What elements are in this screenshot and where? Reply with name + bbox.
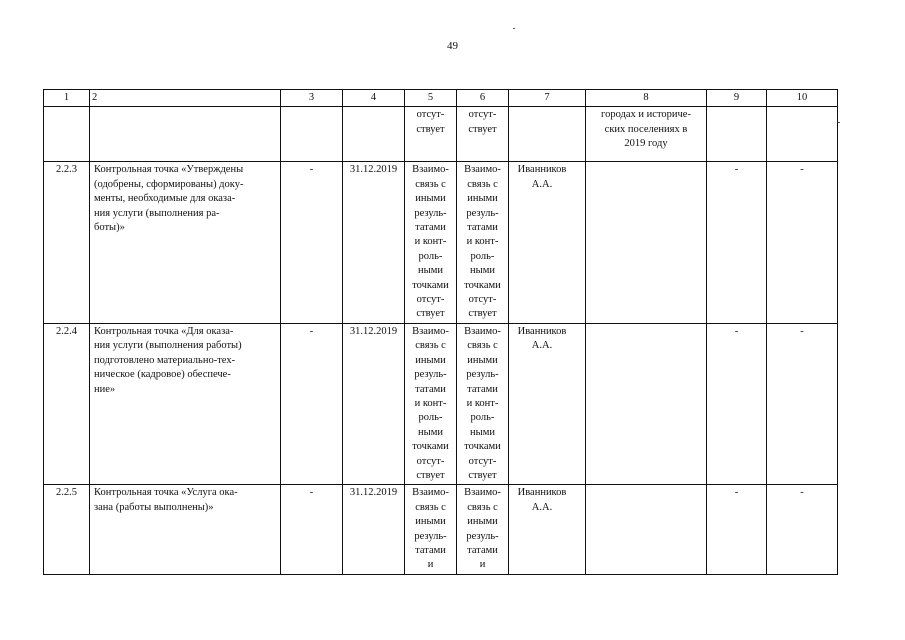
header-cell: 4 xyxy=(343,90,405,107)
cell-line: ными xyxy=(470,426,495,438)
result-cell xyxy=(586,323,707,484)
table-row xyxy=(44,162,838,323)
cell-line: Контрольная точка «Услуга ока- xyxy=(94,487,238,499)
cell-line: связь с xyxy=(467,178,498,190)
result-cell xyxy=(586,485,707,574)
dash-cell: - xyxy=(707,323,767,484)
dash-cell: - xyxy=(281,162,343,323)
date-cell: 31.12.2019 xyxy=(343,485,405,574)
relation-cell xyxy=(457,485,509,574)
cell-line: иными xyxy=(467,516,498,528)
relation-cell xyxy=(457,162,509,323)
num-cell: 2.2.5 xyxy=(44,485,90,574)
cell-line: резуль- xyxy=(414,530,447,542)
cell-line: связь с xyxy=(467,501,498,513)
cell-line: ских поселениях в xyxy=(604,123,688,135)
date-cell: 31.12.2019 xyxy=(343,323,405,484)
table-row xyxy=(44,323,838,484)
header-cell: 9 xyxy=(707,90,767,107)
cell-line: ными xyxy=(418,265,443,277)
relation-cell xyxy=(405,162,457,323)
cell-line: ствует xyxy=(416,123,445,135)
dash-cell: - xyxy=(767,485,838,574)
responsible-cell xyxy=(509,107,586,162)
cell-line: отсут- xyxy=(468,109,497,121)
cell-line: связь с xyxy=(415,501,446,513)
result-cell xyxy=(586,107,707,162)
cell-line: ствует xyxy=(416,308,445,320)
header-cell: 3 xyxy=(281,90,343,107)
relation-cell xyxy=(405,323,457,484)
cell-line: и xyxy=(479,559,486,571)
cell-line: и конт- xyxy=(414,397,447,409)
cell-line: ными xyxy=(470,265,495,277)
relation-cell xyxy=(457,323,509,484)
desc-cell xyxy=(90,162,281,323)
cell-line: роль- xyxy=(470,250,495,262)
header-cell: 2 xyxy=(90,90,281,107)
cell-line: татами xyxy=(415,383,446,395)
cell-line: иными xyxy=(467,354,498,366)
header-cell: 8 xyxy=(586,90,707,107)
cell-line: Иванников xyxy=(517,164,567,176)
cell-line: точками xyxy=(464,279,501,291)
cell-line: 2019 году xyxy=(624,138,668,150)
cell-line: ния услуги (выполнения ра- xyxy=(94,207,220,219)
cell xyxy=(281,107,343,162)
relation-cell xyxy=(405,107,457,162)
cell-line: зана (работы выполнены)» xyxy=(94,501,214,513)
num-cell: 2.2.3 xyxy=(44,162,90,323)
cell-line: иными xyxy=(415,193,446,205)
cell-line: Взаимо- xyxy=(412,487,449,499)
cell-line: роль- xyxy=(470,412,495,424)
header-cell: 1 xyxy=(44,90,90,107)
cell-line: резуль- xyxy=(466,530,499,542)
table-row xyxy=(44,485,838,574)
cell-line: и конт- xyxy=(466,236,499,248)
result-cell xyxy=(586,162,707,323)
cell-line: роль- xyxy=(418,412,443,424)
plan-table xyxy=(43,89,838,575)
responsible-cell xyxy=(509,323,586,484)
date-cell: 31.12.2019 xyxy=(343,162,405,323)
header-cell: 6 xyxy=(457,90,509,107)
cell-line: роль- xyxy=(418,250,443,262)
dash-cell: - xyxy=(767,162,838,323)
num-cell: 2.2.4 xyxy=(44,323,90,484)
cell-line: отсут- xyxy=(416,455,445,467)
cell xyxy=(343,107,405,162)
dash-cell: - xyxy=(281,485,343,574)
cell-line: Взаимо- xyxy=(464,164,501,176)
cell-line: точками xyxy=(412,441,449,453)
cell-line: А.А. xyxy=(531,178,553,190)
desc-cell xyxy=(90,323,281,484)
cell-line: ствует xyxy=(468,308,497,320)
cell-line: Взаимо- xyxy=(464,487,501,499)
cell-line: ние» xyxy=(94,383,116,395)
cell-line: точками xyxy=(464,441,501,453)
cell-line: иными xyxy=(415,354,446,366)
cell-line: А.А. xyxy=(531,501,553,513)
cell-line: (одобрены, сформированы) доку- xyxy=(94,178,244,190)
cell-line: ными xyxy=(418,426,443,438)
cell-line: ническое (кадровое) обеспече- xyxy=(94,369,231,381)
cell-line: точками xyxy=(412,279,449,291)
cell-line: иными xyxy=(467,193,498,205)
cell-line: ствует xyxy=(416,469,445,481)
page-number: 49 xyxy=(447,40,458,52)
cell-line: ствует xyxy=(468,469,497,481)
header-cell: 7 xyxy=(509,90,586,107)
cell-line: и конт- xyxy=(466,397,499,409)
scan-speck xyxy=(838,122,840,123)
cell-line: татами xyxy=(467,222,498,234)
dash-cell: - xyxy=(767,323,838,484)
cell-line: татами xyxy=(415,544,446,556)
cell-line: отсут- xyxy=(468,455,497,467)
num-cell xyxy=(44,107,90,162)
cell-line: иными xyxy=(415,516,446,528)
cell-line: Контрольная точка «Для оказа- xyxy=(94,325,234,337)
dash-cell: - xyxy=(707,485,767,574)
desc-cell xyxy=(90,107,281,162)
cell-line: связь с xyxy=(415,340,446,352)
cell-line: Контрольная точка «Утверждены xyxy=(94,164,244,176)
cell-line: татами xyxy=(467,383,498,395)
cell-line: отсут- xyxy=(416,294,445,306)
cell-line: отсут- xyxy=(416,109,445,121)
cell-line: подготовлено материально-тех- xyxy=(94,354,236,366)
cell-line: и xyxy=(427,559,434,571)
cell-line: резуль- xyxy=(466,369,499,381)
header-cell: 10 xyxy=(767,90,838,107)
cell-line: городах и историче- xyxy=(601,109,691,121)
cell-line: ния услуги (выполнения работы) xyxy=(94,340,242,352)
cell-line: Иванников xyxy=(517,325,567,337)
cell-line: Иванников xyxy=(517,487,567,499)
responsible-cell xyxy=(509,162,586,323)
dash-cell: - xyxy=(281,323,343,484)
cell-line: менты, необходимые для оказа- xyxy=(94,193,236,205)
cell-line: и конт- xyxy=(414,236,447,248)
cell-line: Взаимо- xyxy=(412,164,449,176)
cell xyxy=(767,107,838,162)
cell-line: Взаимо- xyxy=(412,325,449,337)
cell-line: Взаимо- xyxy=(464,325,501,337)
header-cell: 5 xyxy=(405,90,457,107)
cell-line: связь с xyxy=(415,178,446,190)
cell-line: ствует xyxy=(468,123,497,135)
cell-line: боты)» xyxy=(94,222,125,234)
responsible-cell xyxy=(509,485,586,574)
scan-speck xyxy=(513,28,515,29)
relation-cell xyxy=(457,107,509,162)
cell-line: резуль- xyxy=(414,369,447,381)
desc-cell xyxy=(90,485,281,574)
cell-line: А.А. xyxy=(531,340,553,352)
dash-cell: - xyxy=(707,162,767,323)
continuation-row xyxy=(44,107,838,162)
cell-line: татами xyxy=(467,544,498,556)
cell-line: связь с xyxy=(467,340,498,352)
cell xyxy=(707,107,767,162)
cell-line: татами xyxy=(415,222,446,234)
cell-line: резуль- xyxy=(414,207,447,219)
header-row xyxy=(44,90,838,107)
relation-cell xyxy=(405,485,457,574)
cell-line: резуль- xyxy=(466,207,499,219)
cell-line: отсут- xyxy=(468,294,497,306)
